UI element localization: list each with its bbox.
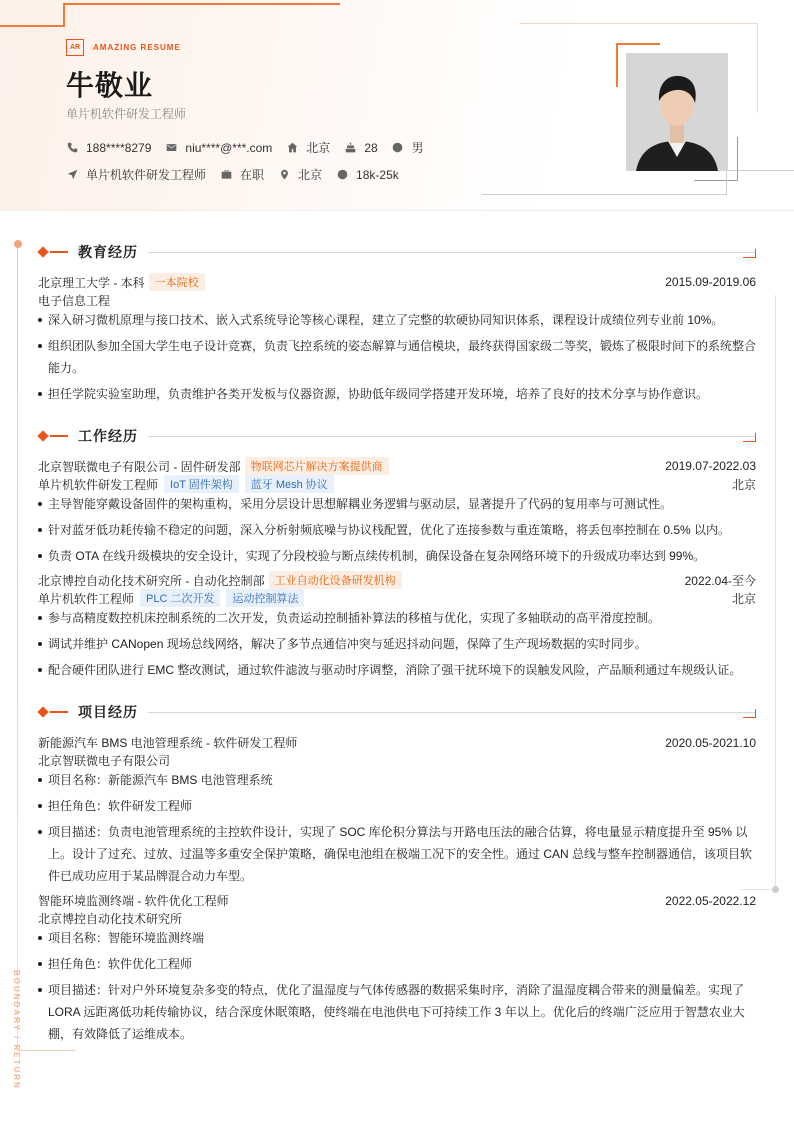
job-role: 单片机软件研发工程师 bbox=[38, 477, 159, 492]
education-major-row bbox=[38, 292, 756, 309]
location-value: 北京 bbox=[306, 141, 331, 155]
section-corner bbox=[743, 249, 756, 258]
diamond-icon bbox=[37, 430, 48, 441]
skill-tag: 运动控制算法 bbox=[226, 589, 304, 607]
gender-item bbox=[392, 139, 424, 156]
section-divider bbox=[148, 436, 756, 437]
project-entry-header bbox=[38, 734, 756, 751]
work-role-row bbox=[38, 475, 756, 493]
skill-tag: IoT 固件架构 bbox=[164, 475, 239, 493]
target-role-value: 单片机软件研发工程师 bbox=[86, 168, 207, 182]
list-item: 项目描述：针对户外环境复杂多变的特点，优化了温湿度与气体传感器的数据采集时序，消除了温湿度耦合带来的测量偏差。实现了 LORA 远距离低功耗传输协议，结合深度休眠策略，使终端在电池供电下可持续工作 3 年以上。优化后的终端广泛应用于智慧农业大棚，有效降低了运维成本。 bbox=[38, 979, 756, 1045]
status-item bbox=[220, 166, 264, 183]
brand-text: AMAZING RESUME bbox=[93, 43, 181, 52]
profile-photo bbox=[626, 53, 728, 171]
timeline-dot bbox=[14, 240, 22, 248]
candidate-title: 单片机软件研发工程师 bbox=[66, 107, 187, 121]
work-date: 2019.07-2022.03 bbox=[665, 459, 756, 473]
skill-tag: 蓝牙 Mesh 协议 bbox=[245, 475, 334, 493]
cake-icon bbox=[344, 142, 356, 154]
list-item: 参与高精度数控机床控制系统的二次开发，负责运动控制插补算法的移植与优化，实现了多轴联动的高平滑度控制。 bbox=[38, 607, 756, 629]
decor-line bbox=[64, 3, 340, 5]
decor-line bbox=[726, 170, 794, 171]
work-city: 北京 bbox=[731, 477, 756, 492]
section-dash bbox=[50, 711, 68, 713]
decor-line bbox=[63, 3, 65, 27]
list-item: 调试并维护 CANopen 现场总线网络，解决了多节点通信冲突与延迟抖动问题，保障了生产现场数据的实时同步。 bbox=[38, 633, 756, 655]
project-title: 智能环境监测终端 - 软件优化工程师 bbox=[38, 894, 229, 908]
section-title: 项目经历 bbox=[78, 704, 138, 720]
education-entry bbox=[38, 273, 756, 291]
resume-header bbox=[0, 0, 794, 211]
phone-icon bbox=[66, 142, 78, 154]
list-item: 项目名称：智能环境监测终端 bbox=[38, 927, 756, 949]
skill-tag: PLC 二次开发 bbox=[140, 589, 220, 607]
target-city-value: 北京 bbox=[298, 168, 323, 182]
section-education bbox=[38, 245, 756, 259]
section-corner bbox=[743, 709, 756, 718]
pin-icon bbox=[278, 169, 290, 181]
project-org-row bbox=[38, 752, 756, 769]
company-name: 北京智联微电子有限公司 - 固件研发部 bbox=[38, 459, 241, 474]
email-value: niu****@***.com bbox=[185, 140, 273, 155]
decor-dot bbox=[772, 886, 779, 893]
timeline-line bbox=[17, 248, 18, 1048]
send-icon bbox=[66, 169, 78, 181]
salary-value: 18k-25k bbox=[356, 167, 399, 182]
list-item: 组织团队参加全国大学生电子设计竞赛，负责飞控系统的姿态解算与通信模块，最终获得国家级二等奖，锻炼了极限时间下的系统整合能力。 bbox=[38, 335, 756, 379]
list-item: 针对蓝牙低功耗传输不稳定的问题，深入分析射频底噪与协议栈配置，优化了连接参数与重连策略，将丢包率控制在 0.5% 以内。 bbox=[38, 519, 756, 541]
decor-line bbox=[726, 170, 727, 195]
section-divider bbox=[148, 252, 756, 253]
age-value: 28 bbox=[364, 140, 378, 155]
work-entry-header bbox=[38, 571, 756, 589]
section-divider bbox=[148, 712, 756, 713]
work-role-row bbox=[38, 589, 756, 607]
education-date: 2015.09-2019.06 bbox=[665, 275, 756, 289]
company-tag: 物联网芯片解决方案提供商 bbox=[245, 457, 389, 475]
decor-line bbox=[482, 194, 726, 195]
brand-logo: AR bbox=[66, 39, 84, 56]
project-date: 2022.05-2022.12 bbox=[665, 893, 756, 908]
decor-line bbox=[741, 889, 775, 890]
location-item bbox=[286, 139, 330, 156]
gender-value: 男 bbox=[411, 141, 424, 155]
target-city-item bbox=[278, 166, 322, 183]
diamond-icon bbox=[37, 246, 48, 257]
briefcase-icon bbox=[220, 169, 232, 181]
school-tag: 一本院校 bbox=[149, 273, 205, 291]
project-org: 北京博控自动化技术研究所 bbox=[38, 912, 183, 926]
decor-line bbox=[0, 25, 65, 27]
diamond-icon bbox=[37, 706, 48, 717]
list-item: 项目描述：负责电池管理系统的主控软件设计，实现了 SOC 库伦积分算法与开路电压法的融合估算，将电量显示精度提升至 95% 以上。设计了过充、过放、过温等多重安全保护策略，确保电池组在极端工况下的安全性。通过 CAN 总线与整车控制器通信，该项目软件已成功应用于某品牌混合动力车型。 bbox=[38, 821, 756, 887]
list-item: 项目名称：新能源汽车 BMS 电池管理系统 bbox=[38, 769, 756, 791]
phone-item bbox=[66, 141, 151, 155]
section-projects bbox=[38, 705, 756, 719]
list-item: 担任角色：软件优化工程师 bbox=[38, 953, 756, 975]
list-item: 主导智能穿戴设备固件的架构重构，采用分层设计思想解耦业务逻辑与驱动层，显著提升了代码的复用率与可测试性。 bbox=[38, 493, 756, 515]
project-title: 新能源汽车 BMS 电池管理系统 - 软件研发工程师 bbox=[38, 736, 298, 750]
timeline-tick bbox=[17, 1050, 75, 1051]
target-role-item bbox=[66, 166, 206, 183]
candidate-name: 牛敬业 bbox=[66, 70, 154, 101]
section-corner bbox=[743, 433, 756, 442]
list-item: 负责 OTA 在线升级模块的安全设计，实现了分段校验与断点续传机制，确保设备在复杂网络环境下的升级成功率达到 99%。 bbox=[38, 545, 756, 567]
salary-item bbox=[336, 168, 399, 182]
section-dash bbox=[50, 435, 68, 437]
project-org-row bbox=[38, 910, 756, 927]
list-item: 深入研习微机原理与接口技术、嵌入式系统导论等核心课程，建立了完整的软硬协同知识体系，课程设计成绩位列专业前 10%。 bbox=[38, 309, 756, 331]
section-title: 教育经历 bbox=[78, 244, 138, 260]
status-value: 在职 bbox=[240, 168, 265, 182]
list-item: 担任角色：软件研发工程师 bbox=[38, 795, 756, 817]
side-text: BOUNDARY / RETURN bbox=[12, 970, 21, 1090]
work-date: 2022.04-至今 bbox=[684, 573, 756, 588]
job-role: 单片机软件工程师 bbox=[38, 591, 135, 606]
company-name: 北京博控自动化技术研究所 - 自动化控制部 bbox=[38, 573, 265, 588]
age-item bbox=[344, 141, 377, 155]
email-item bbox=[165, 141, 272, 155]
list-item: 担任学院实验室助理，负责维护各类开发板与仪器资源，协助低年级同学搭建开发环境，培养了良好的技术分享与协作意识。 bbox=[38, 383, 756, 405]
list-item: 配合硬件团队进行 EMC 整改测试，通过软件滤波与驱动时序调整，消除了强干扰环境下的误触发风险，产品顺利通过车规级认证。 bbox=[38, 659, 756, 681]
work-city: 北京 bbox=[731, 591, 756, 606]
gender-icon bbox=[392, 142, 404, 154]
section-dash bbox=[50, 251, 68, 253]
project-date: 2020.05-2021.10 bbox=[665, 735, 756, 750]
school-name: 北京理工大学 - 本科 bbox=[38, 275, 145, 290]
contact-row bbox=[66, 139, 438, 156]
company-tag: 工业自动化设备研发机构 bbox=[269, 571, 402, 589]
mail-icon bbox=[165, 142, 177, 154]
section-work bbox=[38, 429, 756, 443]
job-intent-row bbox=[66, 166, 413, 183]
project-entry-header bbox=[38, 892, 756, 909]
project-org: 北京智联微电子有限公司 bbox=[38, 754, 171, 768]
major: 电子信息工程 bbox=[38, 294, 111, 308]
brand bbox=[66, 39, 181, 56]
work-entry-header bbox=[38, 457, 756, 475]
section-title: 工作经历 bbox=[78, 428, 138, 444]
phone-value: 188****8279 bbox=[86, 140, 152, 155]
money-icon bbox=[336, 169, 348, 181]
home-icon bbox=[286, 142, 298, 154]
decor-line bbox=[775, 295, 776, 890]
